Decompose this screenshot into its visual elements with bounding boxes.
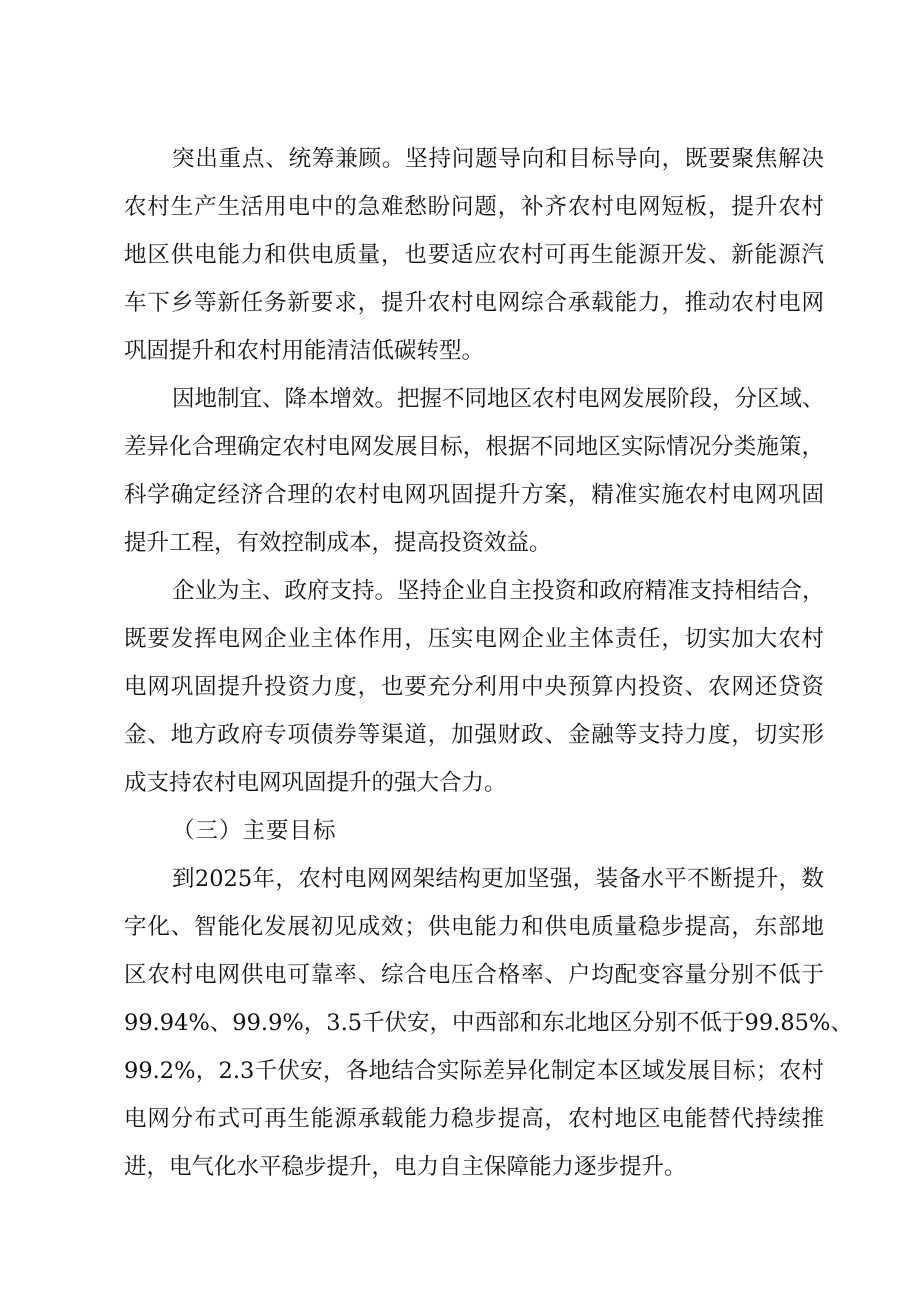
paragraph-4-line-7: 进，电气化水平稳步提升，电力自主保障能力逐步提升。 <box>124 1154 687 1180</box>
paragraph-4-line-3: 区农村电网供电可靠率、综合电压合格率、户均配变容量分别不低于 <box>124 962 824 988</box>
paragraph-4-line-1: 到2025年，农村电网网架结构更加坚强，装备水平不断提升，数 <box>172 866 824 892</box>
paragraph-4-line-4: 99.94%、99.9%，3.5千伏安，中西部和东北地区分别不低于99.85%、 <box>124 1010 853 1036</box>
paragraph-3-line-4: 金、地方政府专项债券等渠道，加强财政、金融等支持力度，切实形 <box>124 722 824 748</box>
paragraph-4-line-6: 电网分布式可再生能源承载能力稳步提高，农村地区电能替代持续推 <box>124 1106 824 1132</box>
paragraph-4-line-5: 99.2%，2.3千伏安，各地结合实际差异化制定本区域发展目标；农村 <box>124 1058 824 1084</box>
paragraph-1-line-1: 突出重点、统筹兼顾。坚持问题导向和目标导向，既要聚焦解决 <box>172 146 824 172</box>
paragraph-1-line-4: 车下乡等新任务新要求，提升农村电网综合承载能力，推动农村电网 <box>124 290 824 316</box>
paragraph-1-line-2: 农村生产生活用电中的急难愁盼问题，补齐农村电网短板，提升农村 <box>124 194 824 220</box>
paragraph-3-line-2: 既要发挥电网企业主体作用，压实电网企业主体责任，切实加大农村 <box>124 626 824 652</box>
section-heading: （三）主要目标 <box>172 818 337 844</box>
paragraph-1-line-5: 巩固提升和农村用能清洁低碳转型。 <box>124 338 485 364</box>
paragraph-4-line-2: 字化、智能化发展初见成效；供电能力和供电质量稳步提高，东部地 <box>124 914 824 940</box>
paragraph-3-line-5: 成支持农村电网巩固提升的强大合力。 <box>124 770 507 796</box>
paragraph-2-line-2: 差异化合理确定农村电网发展目标，根据不同地区实际情况分类施策， <box>124 434 824 460</box>
paragraph-2-line-1: 因地制宜、降本增效。把握不同地区农村电网发展阶段，分区域、 <box>172 386 825 412</box>
paragraph-3-line-3: 电网巩固提升投资力度，也要充分利用中央预算内投资、农网还贷资 <box>124 674 824 700</box>
paragraph-2-line-3: 科学确定经济合理的农村电网巩固提升方案，精准实施农村电网巩固 <box>124 482 824 508</box>
paragraph-1-line-3: 地区供电能力和供电质量，也要适应农村可再生能源开发、新能源汽 <box>124 242 824 268</box>
paragraph-2-line-4: 提升工程，有效控制成本，提高投资效益。 <box>124 530 552 556</box>
paragraph-3-line-1: 企业为主、政府支持。坚持企业自主投资和政府精准支持相结合， <box>172 578 825 604</box>
